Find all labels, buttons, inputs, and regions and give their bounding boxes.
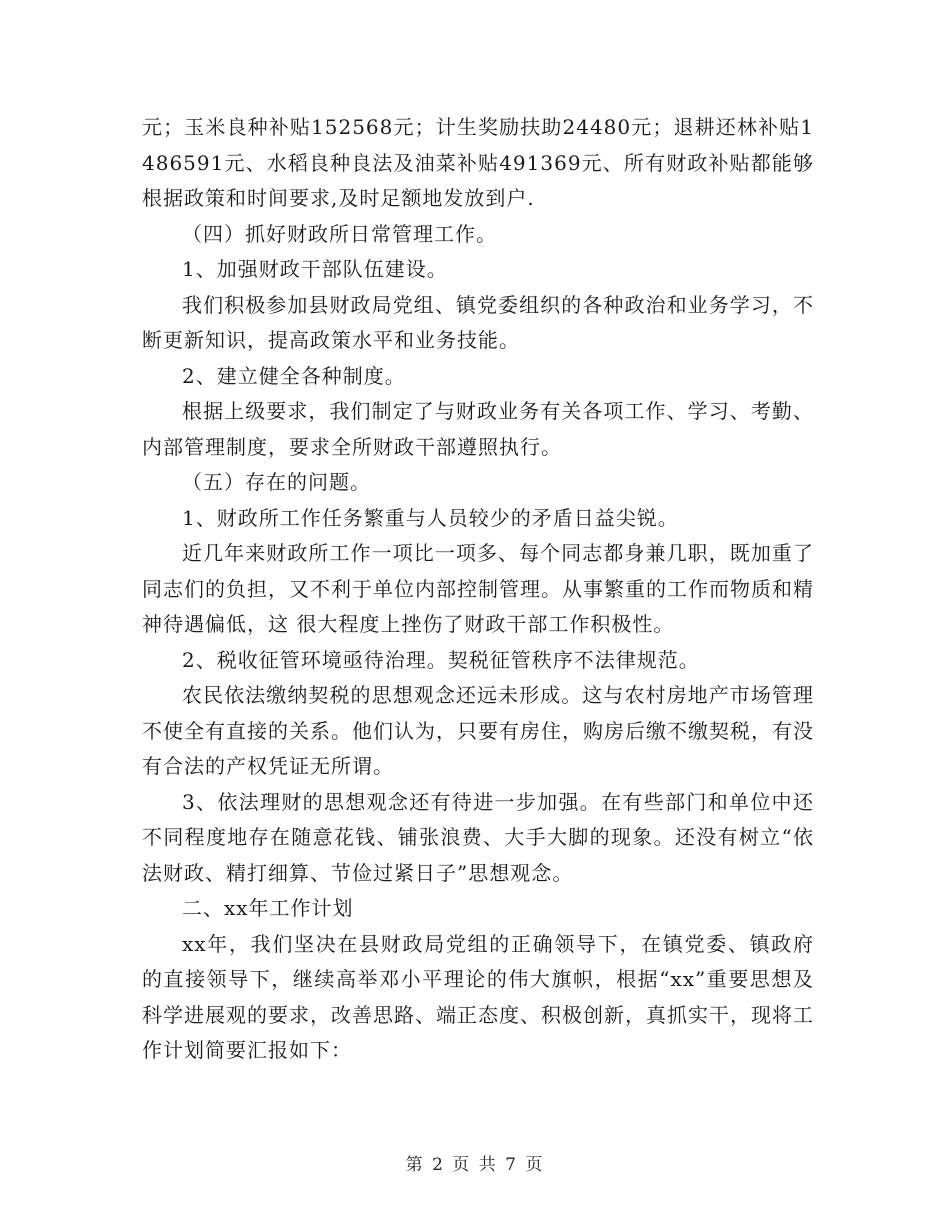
section-heading: 二、xx年工作计划: [182, 896, 354, 920]
paragraph: 农民依法缴纳契税的思想观念还远未形成。这与农村房地产市场管理不使全有直接的关系。他们认为，只要有房住，购房后缴不缴契税，有没有合法的产权凭证无所谓。: [142, 683, 814, 778]
document-body: [142, 110, 814, 1069]
page-number-footer: 第 2 页 共 7 页: [405, 1155, 545, 1175]
subsection-heading: 2、税收征管环境亟待治理。契税征管秩序不法律规范。: [182, 647, 700, 672]
paragraph: 3、依法理财的思想观念还有待进一步加强。在有些部门和单位中还不同程度地存在随意花钱、铺张浪费、大手大脚的现象。还没有树立“依法财政、精打细算、节俭过紧日子”思想观念。: [142, 789, 814, 885]
subsection-heading: 1、加强财政干部队伍建设。: [182, 257, 448, 281]
paragraph: xx年，我们坚决在县财政局党组的正确领导下，在镇党委、镇政府的直接领导下，继续高举邓小平理论的伟大旗帜，根据“xx”重要思想及科学进展观的要求，改善思路、端正态度、积极创新，真抓实干，现将工作计划简要汇报如下：: [142, 931, 814, 1062]
paragraph: 元；玉米良种补贴152568元；计生奖励扶助24480元；退耕还林补贴1486591元、水稻良种良法及油菜补贴491369元、所有财政补贴都能够根据政策和时间要求,及时足额地发放到户.: [142, 115, 814, 210]
section-heading: （五）存在的问题。: [182, 470, 371, 494]
subsection-heading: 2、建立健全各种制度。: [182, 363, 406, 388]
subsection-heading: 1、财政所工作任务繁重与人员较少的矛盾日益尖锐。: [182, 505, 679, 530]
paragraph: 近几年来财政所工作一项比一项多、每个同志都身兼几职，既加重了同志们的负担，又不利于单位内部控制管理。从事繁重的工作而物质和精神待遇偏低，这 很大程度上挫伤了财政干部工作积极性。: [142, 541, 814, 636]
section-heading: （四）抓好财政所日常管理工作。: [182, 221, 497, 246]
paragraph: 我们积极参加县财政局党组、镇党委组织的各种政治和业务学习，不断更新知识，提高政策水平和业务技能。: [142, 292, 814, 352]
paragraph: 根据上级要求，我们制定了与财政业务有关各项工作、学习、考勤、内部管理制度，要求全所财政干部遵照执行。: [142, 399, 814, 459]
